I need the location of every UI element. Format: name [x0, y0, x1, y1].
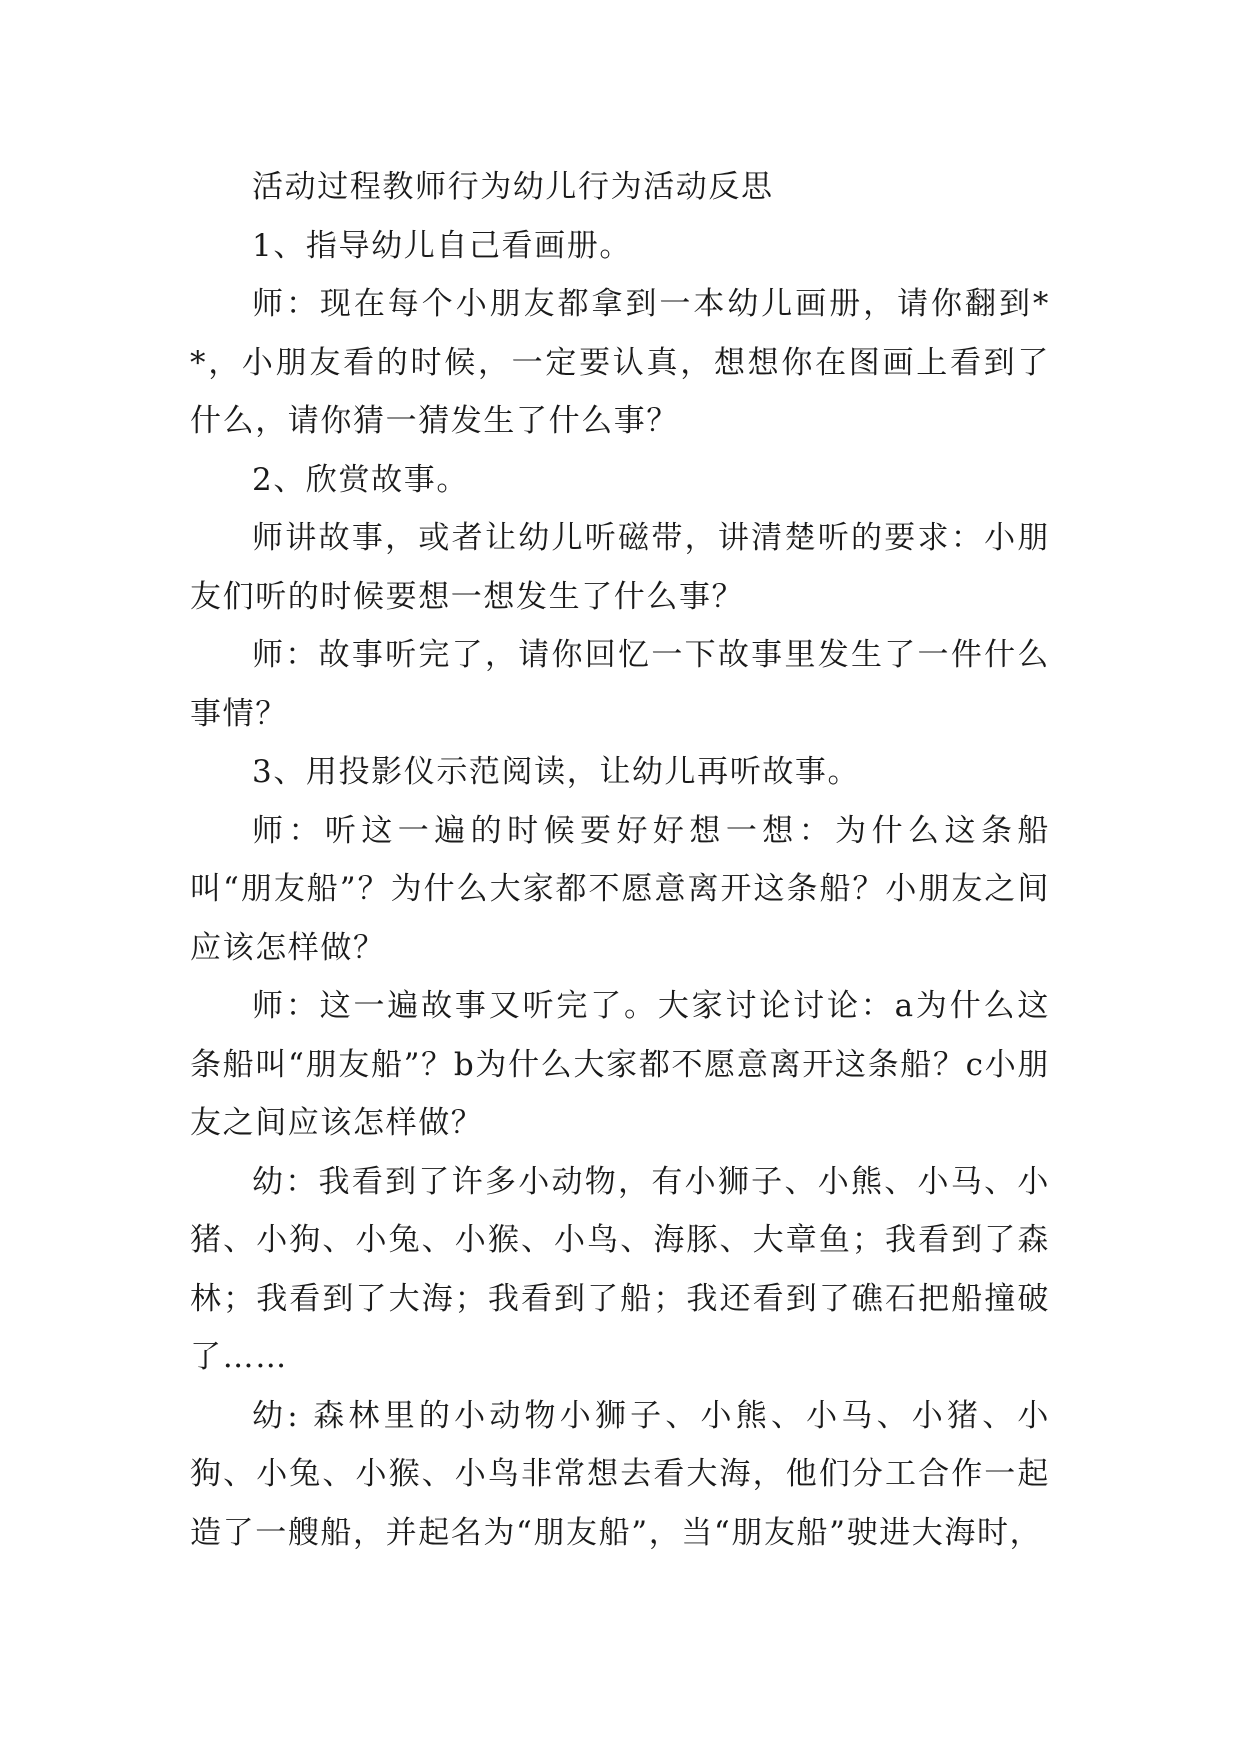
paragraph-teacher-questions: 师：听这一遍的时候要好好想一想：为什么这条船叫“朋友船”？为什么大家都不愿意离开这条船？小朋友之间应该怎样做？	[190, 812, 1050, 966]
paragraph-activity-header: 活动过程教师行为幼儿行为活动反思	[252, 169, 774, 205]
paragraph-teacher-recall: 师：故事听完了，请你回忆一下故事里发生了一件什么事情？	[190, 637, 1050, 732]
paragraph-teacher-story: 师讲故事，或者让幼儿听磁带，讲清楚听的要求：小朋友们听的时候要想一想发生了什么事？	[190, 520, 1050, 615]
paragraph-child-observation: 幼：我看到了许多小动物，有小狮子、小熊、小马、小猪、小狗、小兔、小猴、小鸟、海豚、大章鱼；我看到了森林；我看到了大海；我看到了船；我还看到了礁石把船撞破了……	[190, 1163, 1050, 1375]
paragraph-step-1: 1、指导幼儿自己看画册。	[252, 227, 632, 264]
paragraph-step-2: 2、欣赏故事。	[252, 461, 469, 498]
paragraph-step-3: 3、用投影仪示范阅读，让幼儿再听故事。	[252, 754, 861, 790]
document-page	[190, 158, 1050, 1562]
paragraph-teacher-instruction: 师：现在每个小朋友都拿到一本幼儿画册，请你翻到**，小朋友看的时候，一定要认真，想想你在图画上看到了什么，请你猜一猜发生了什么事？	[190, 286, 1050, 439]
paragraph-teacher-discussion: 师：这一遍故事又听完了。大家讨论讨论：a为什么这条船叫“朋友船”？b为什么大家都不愿意离开这条船？c小朋友之间应该怎样做？	[190, 988, 1050, 1141]
paragraph-child-retelling: 幼: 森林里的小动物小狮子、小熊、小马、小猪、小狗、小兔、小猴、小鸟非常想去看大海，他们分工合作一起造了一艘船，并起名为“朋友船”，当“朋友船”驶进大海时，	[190, 1397, 1050, 1551]
